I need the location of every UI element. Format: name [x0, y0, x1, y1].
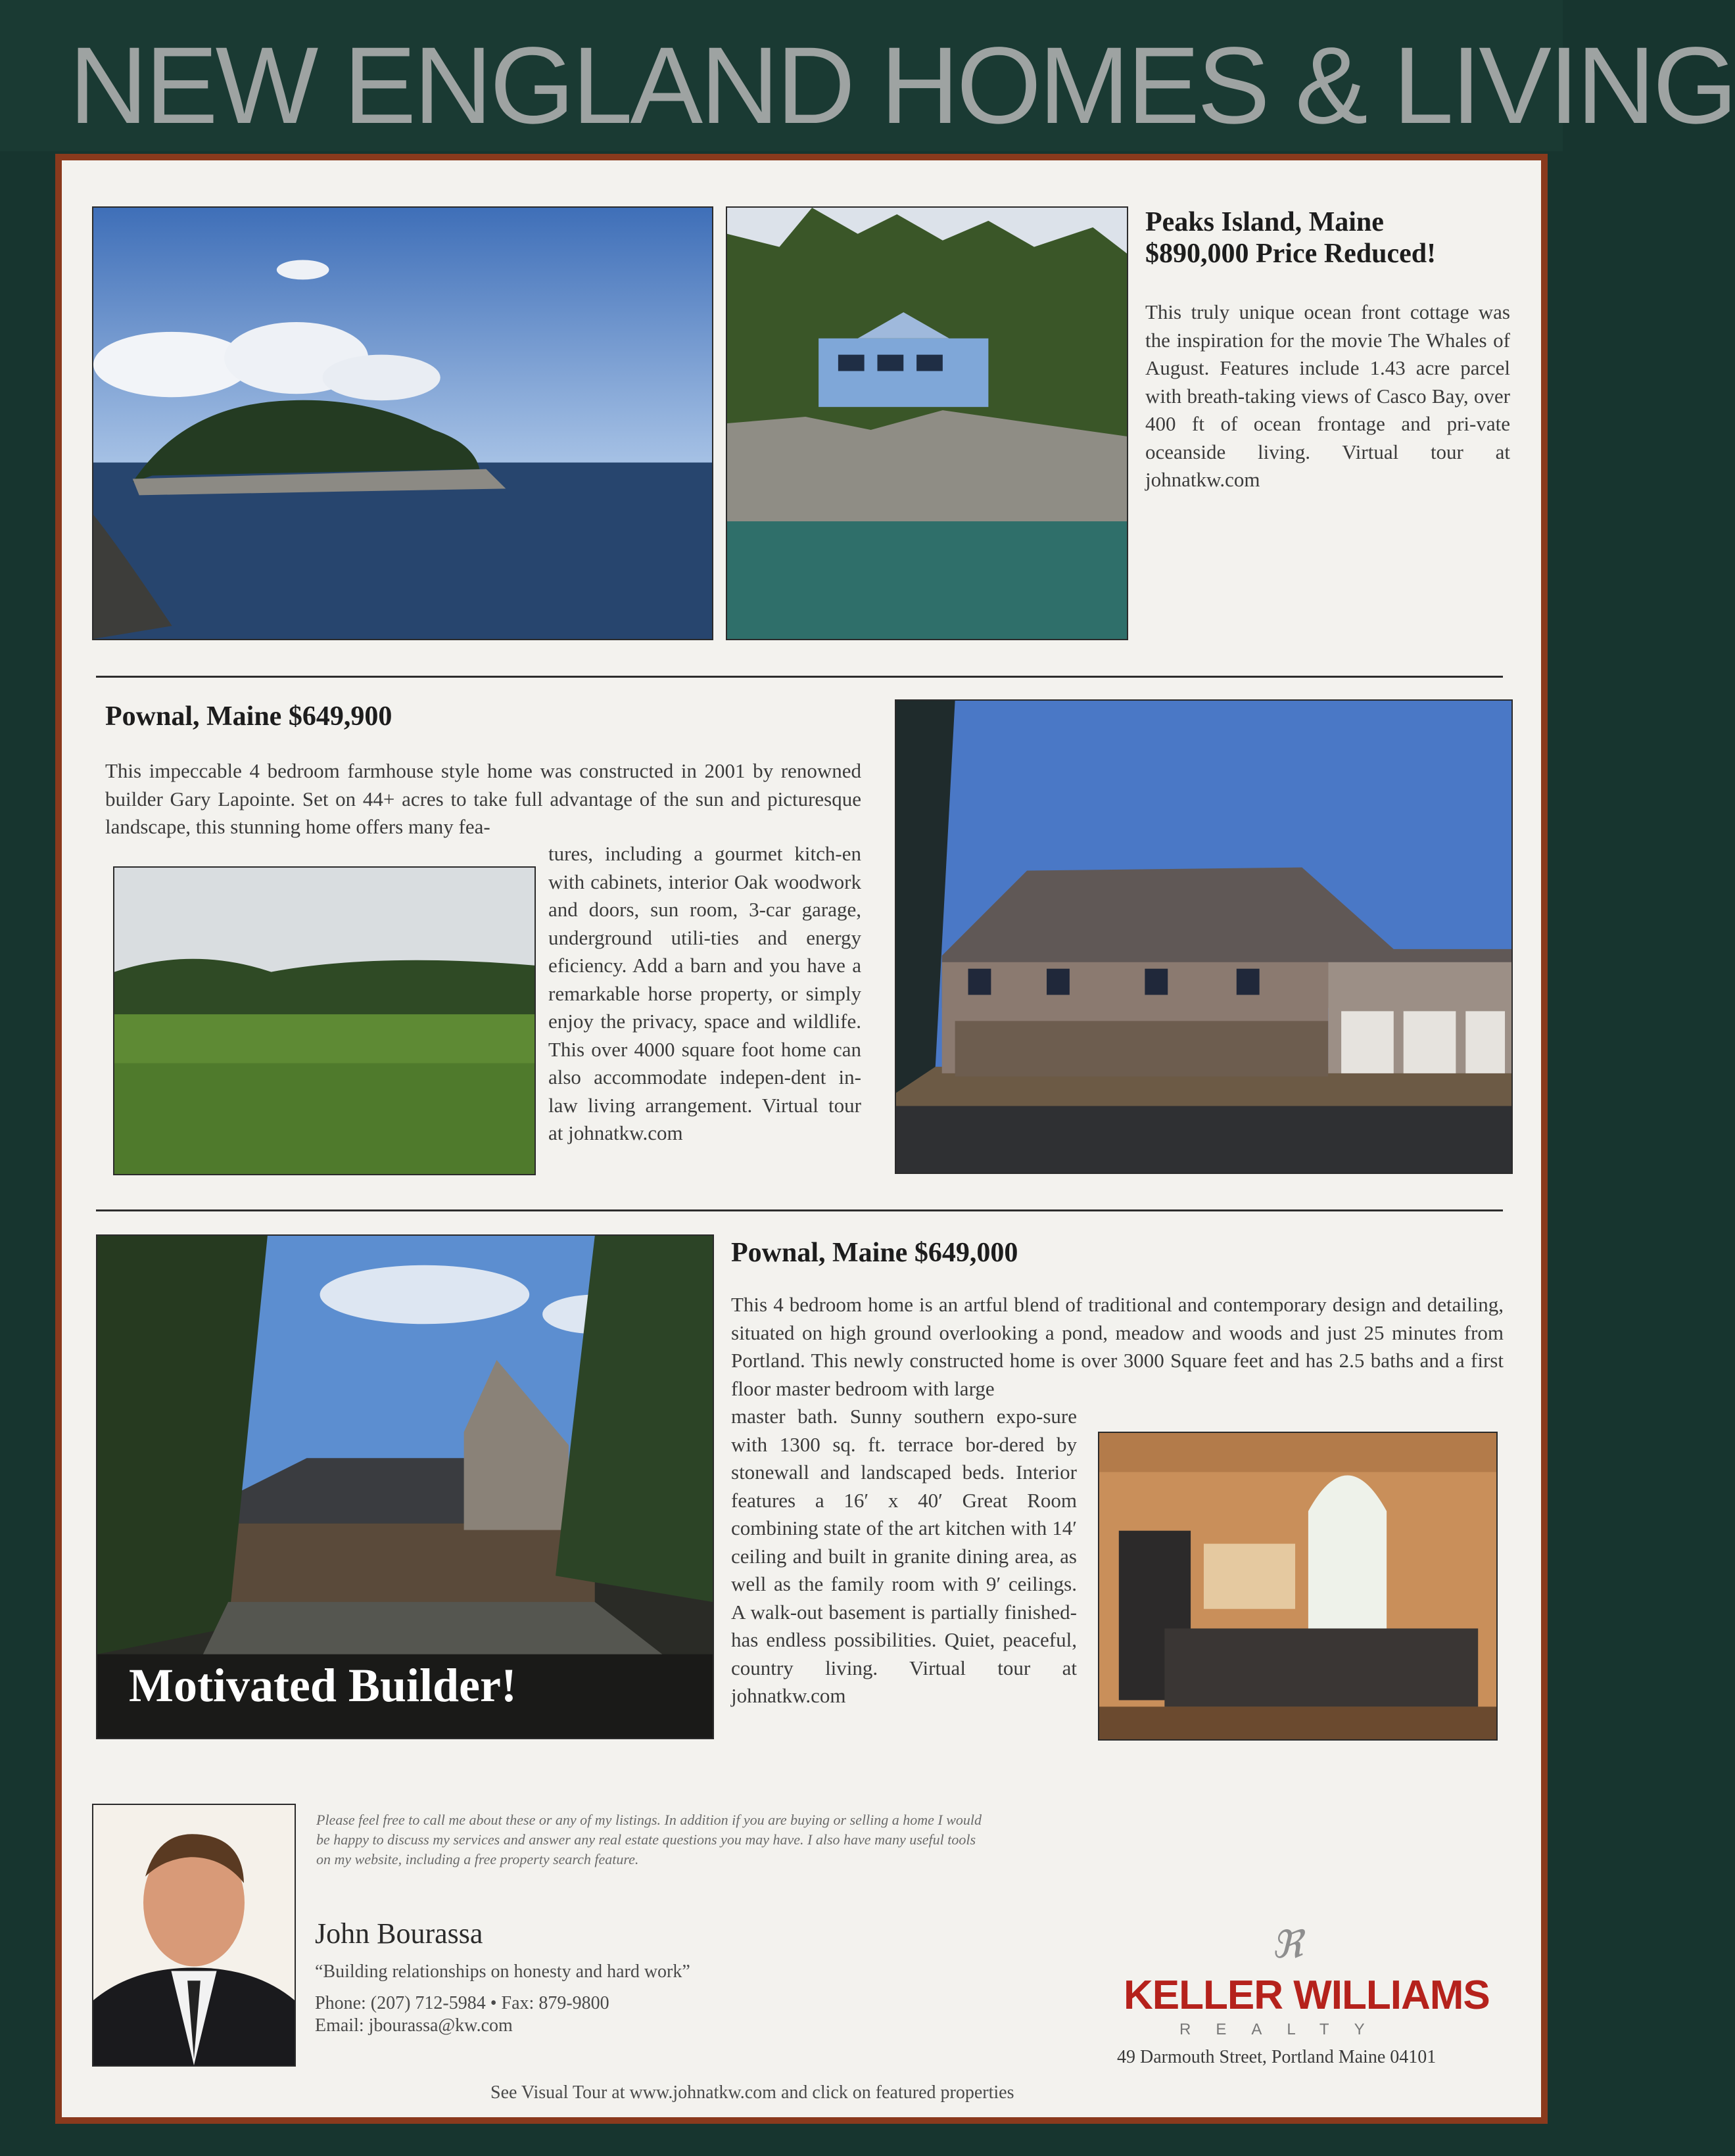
listing1-description: This truly unique ocean front cottage was the inspiration for the movie The Whales of August. Features include 1.43 acre parcel with breath-taking views of Casco Bay, over 400 ft of ocean frontage and pri-vate oceanside living. Virtual tour at johnatkw.com	[1145, 300, 1510, 491]
section-divider	[96, 1209, 1503, 1211]
field-photo	[113, 866, 536, 1175]
agent-email: Email: jbourassa@kw.com	[315, 2015, 513, 2036]
listing3-heading: Pownal, Maine $649,000	[731, 1238, 1018, 1268]
listing2-heading: Pownal, Maine $649,900	[105, 701, 392, 732]
listing3-description-side: master bath. Sunny southern expo-sure with 1300 sq. ft. terrace bor-dered by stonewall and landscaped beds. Interior features a 16′ x 40′ Great Room combining state of the art kitchen with 14′ ceiling and built in granite dining area, as well as the family room with 9′ ceilings. A walk-out basement is partially finished- has endless possibilities. Quiet, peaceful, country living. Virtual tour at johnatkw.com	[731, 1405, 1077, 1707]
section-divider	[96, 676, 1503, 678]
listing2-description-side: tures, including a gourmet kitch-en with cabinets, interior Oak woodwork and doors, sun room, 3-car garage, underground utili-ties and energy eficiency. Add a barn and you have a remarkable horse property, or simply enjoy the privacy, space and wildlife. This over 4000 square foot home can also accommodate indepen-dent in-law living arrangement. Virtual tour at johnatkw.com	[548, 842, 861, 1144]
agent-tagline: “Building relationships on honesty and hard work”	[315, 1961, 690, 1982]
listing1-price: $890,000 Price Reduced!	[1145, 239, 1437, 270]
farmhouse-photo	[895, 699, 1513, 1174]
agent-name: John Bourassa	[315, 1917, 483, 1950]
island-photo	[92, 206, 713, 640]
ad-page	[55, 154, 1548, 2124]
keller-williams-logo: KELLER WILLIAMS	[1124, 1973, 1490, 2018]
magazine-title: NEW ENGLAND HOMES & LIVING	[69, 25, 1735, 147]
motivated-builder-caption: Motivated Builder!	[129, 1659, 517, 1712]
agent-note: Please feel free to call me about these or any of my listings. In addition if you are buying or selling a home I would be happy to discuss my services and answer any real estate questions you may have. I also have many useful tools on my website, including a free property search feature.	[316, 1812, 982, 1867]
listing2-description-top: This impeccable 4 bedroom farmhouse style home was constructed in 2001 by renowned builder Gary Lapointe. Set on 44+ acres to take full advantage of the sun and picturesque landscape, this stunning home offers many fea-	[105, 759, 861, 838]
masthead	[0, 0, 1735, 151]
listing3-description-top: This 4 bedroom home is an artful blend of traditional and contemporary design and detailing, situated on high ground overlooking a pond, meadow and woods and just 25 minutes from Portland. This newly constructed home is over 3000 Square feet and has 2.5 baths and a first floor master bedroom with large	[731, 1293, 1504, 1400]
kitchen-photo	[1098, 1432, 1498, 1741]
listing1-location: Peaks Island, Maine	[1145, 207, 1384, 237]
agent-phone: Phone: (207) 712-5984 • Fax: 879-9800	[315, 1993, 609, 2013]
wooded-house-photo	[96, 1234, 714, 1739]
footer-note: See Visual Tour at www.johnatkw.com and click on featured properties	[490, 2082, 1014, 2103]
listing1-heading	[1145, 206, 1540, 270]
agent-portrait	[92, 1804, 296, 2067]
cottage-photo	[726, 206, 1128, 640]
kw-monogram-icon: ℜ	[1272, 1923, 1303, 1966]
realty-wordmark: REALTY	[1179, 2021, 1390, 2038]
office-address: 49 Darmouth Street, Portland Maine 04101	[1117, 2047, 1437, 2067]
